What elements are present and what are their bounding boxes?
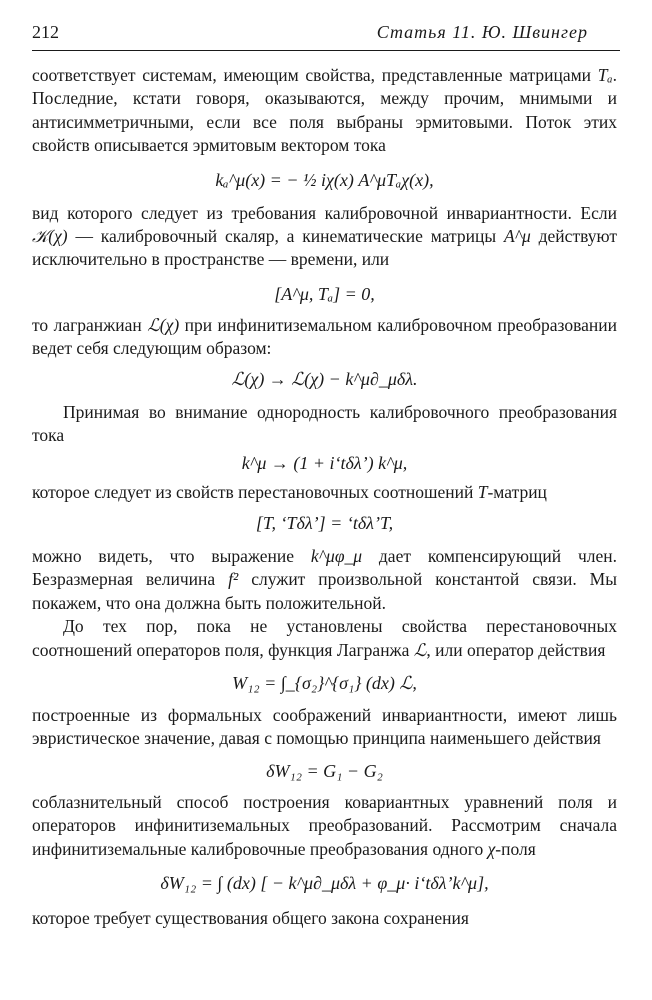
inline-formula: T	[477, 482, 488, 503]
equation-1: kₐ^μ(x) = − ½ iχ(x) A^μTₐχ(x),	[215, 169, 434, 190]
p5-text-a: которое следует из свойств перестановочных соотношений	[32, 482, 478, 503]
paragraph-1	[32, 64, 617, 158]
p9-text-a: соблазнительный способ построения ковариантных уравнений поля и операторов инфинитиземальных преобразований. Рассмотрим сначала инфинитиземальные калибровочные преобразования одного	[32, 791, 617, 859]
page-number: 212	[32, 22, 59, 42]
equation-5: [T, ‘Tδλ’] = ‘tδλ’T,	[255, 512, 394, 533]
p6-text-b: дает компенсирующий член. Безразмерная величина	[32, 545, 617, 590]
paragraph-6	[32, 545, 617, 615]
inline-formula: ℒ(χ)	[147, 314, 180, 335]
equation-2: [A^μ, Tₐ] = 0,	[274, 283, 375, 304]
paragraph-4: Принимая во внимание однородность калибровочного преобразования тока	[32, 401, 617, 446]
equation-8: δW₁₂ = ∫ (dx) [ − k^μ∂_μδλ + φ_μ· i‘tδλ’k^μ],	[160, 872, 489, 893]
p3-text-a: то лагранжиан	[32, 314, 148, 335]
p7-text-a: До тех пор, пока не установлены свойства перестановочных соотношений операторов поля, функция Лагранжа	[32, 616, 617, 660]
header-rule	[32, 50, 620, 51]
equation-3: ℒ(χ) → ℒ(χ) − k^μ∂_μδλ.	[231, 368, 418, 389]
p2-text-a: вид которого следует из требования калибровочной инвариантности. Если	[32, 202, 617, 223]
p6-text-a: можно видеть, что выражение	[32, 545, 311, 566]
p3-text-b: при инфинитиземальном калибровочном преобразовании ведет себя следующим образом:	[32, 314, 617, 359]
paragraph-5	[32, 481, 617, 504]
p9-text-b: -поля	[495, 838, 536, 859]
paragraph-10: которое требует существования общего закона сохранения	[32, 907, 469, 928]
p1-text-a: соответствует системам, имеющим свойства, представленные матрицами	[32, 65, 598, 85]
p7-text-b: , или оператор действия	[426, 639, 606, 660]
inline-formula: Tₐ	[597, 65, 613, 85]
paragraph-7	[32, 615, 617, 662]
page-body	[32, 64, 617, 930]
paragraph-2	[32, 202, 617, 272]
equation-4: k^μ → (1 + i‘tδλ’) k^μ,	[241, 453, 408, 474]
equation-7: δW₁₂ = G₁ − G₂	[266, 760, 383, 781]
inline-formula: 𝒦(χ)	[32, 226, 68, 247]
paragraph-9	[32, 791, 617, 861]
running-title: Статья 11. Ю. Швингер	[376, 22, 588, 42]
inline-formula: k^μφ_μ	[310, 545, 363, 566]
inline-formula: A^μ	[503, 226, 531, 247]
inline-formula: χ	[487, 838, 496, 859]
equation-6: W₁₂ = ∫_{σ₂}^{σ₁} (dx) ℒ,	[232, 672, 417, 693]
page-header	[32, 22, 620, 50]
paragraph-3	[32, 314, 617, 361]
paragraph-8: построенные из формальных соображений инвариантности, имеют лишь эвристическое значение, давая с помощью принципа наименьшего действия	[32, 704, 617, 749]
inline-formula: ℒ	[413, 639, 427, 660]
p1-text-b: . Последние, кстати говоря, оказываются, между прочим, мнимыми и антисимметричными, если все поля выбраны эрмитовыми. Поток этих свойств описывается эрмитовым вектором тока	[32, 65, 617, 156]
p2-text-b: — калибровочный скаляр, а кинематические матрицы	[67, 226, 504, 247]
p6-text-c: служит произвольной константой связи. Мы покажем, что она должна быть положительной.	[32, 569, 617, 613]
p2-text-c: действуют исключительно в пространстве — времени, или	[32, 226, 617, 270]
p5-text-b: -матриц	[487, 482, 547, 503]
inline-formula: f²	[228, 569, 239, 590]
